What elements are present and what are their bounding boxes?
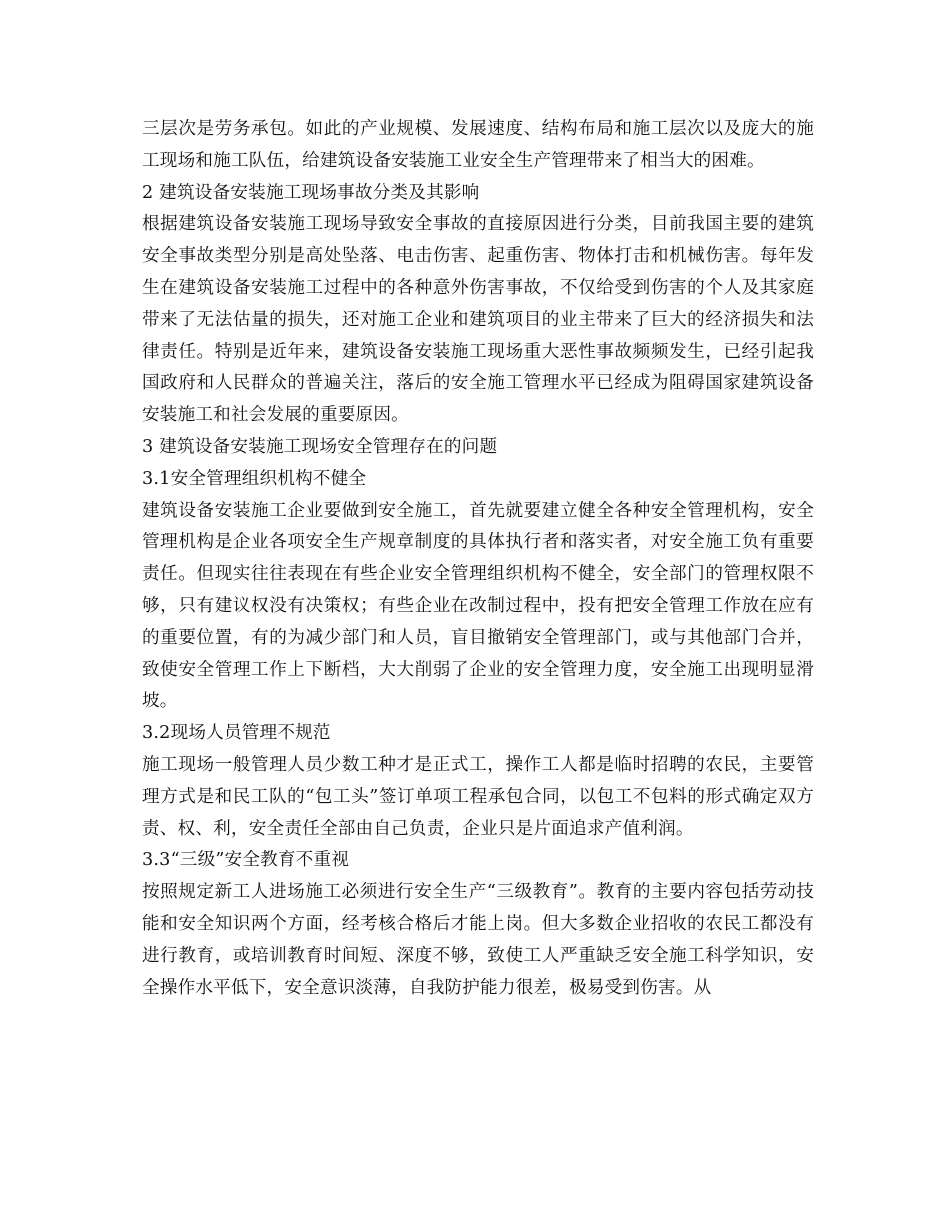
paragraph-1: 三层次是劳务承包。如此的产业规模、发展速度、结构布局和施工层次以及庞大的施工现场和施工队伍，给建筑设备安装施工业安全生产管理带来了相当大的困难。 xyxy=(142,119,814,171)
document-page xyxy=(142,114,814,1004)
subsection-heading-3-1: 3.1安全管理组织机构不健全 xyxy=(142,468,367,489)
paragraph-3: 建筑设备安装施工企业要做到安全施工，首先就要建立健全各种安全管理机构，安全管理机构是企业各项安全生产规章制度的具体执行者和落实者，对安全施工负有重要责任。但现实往往表现在有些企业安全管理组织机构不健全，安全部门的管理权限不够，只有建议权没有决策权；有些企业在改制过程中，投有把安全管理工作放在应有的重要位置，有的为减少部门和人员，盲目撤销安全管理部门，或与其他部门合并，致使安全管理工作上下断档，大大削弱了企业的安全管理力度，安全施工出现明显滑坡。 xyxy=(142,500,814,712)
paragraph-2: 根据建筑设备安装施工现场导致安全事故的直接原因进行分类，目前我国主要的建筑安全事故类型分别是高处坠落、电击伤害、起重伤害、物体打击和机械伤害。每年发生在建筑设备安装施工过程中的各种意外伤害事故，不仅给受到伤害的个人及其家庭带来了无法估量的损失，还对施工企业和建筑项目的业主带来了巨大的经济损失和法律责任。特别是近年来，建筑设备安装施工现场重大恶性事故频频发生，已经引起我国政府和人民群众的普遍关注，落后的安全施工管理水平已经成为阻碍国家建筑设备安装施工和社会发展的重要原因。 xyxy=(142,214,814,426)
section-heading-3: 3 建筑设备安装施工现场安全管理存在的问题 xyxy=(142,436,498,457)
section-heading-2: 2 建筑设备安装施工现场事故分类及其影响 xyxy=(142,182,480,203)
paragraph-5: 按照规定新工人进场施工必须进行安全生产“三级教育”。教育的主要内容包括劳动技能和安全知识两个方面，经考核合格后才能上岗。但大多数企业招收的农民工都没有进行教育，或培训教育时间短、深度不够，致使工人严重缺乏安全施工科学知识，安全操作水平低下，安全意识淡薄，自我防护能力很差，极易受到伤害。从 xyxy=(142,882,814,998)
subsection-heading-3-3: 3.3“三级”安全教育不重视 xyxy=(142,850,350,871)
subsection-heading-3-2: 3.2现场人员管理不规范 xyxy=(142,723,331,744)
paragraph-4: 施工现场一般管理人员少数工种才是正式工，操作工人都是临时招聘的农民，主要管理方式是和民工队的“包工头”签订单项工程承包合同，以包工不包料的形式确定双方责、权、利，安全责任全部由自己负责，企业只是片面追求产值利润。 xyxy=(142,754,814,839)
